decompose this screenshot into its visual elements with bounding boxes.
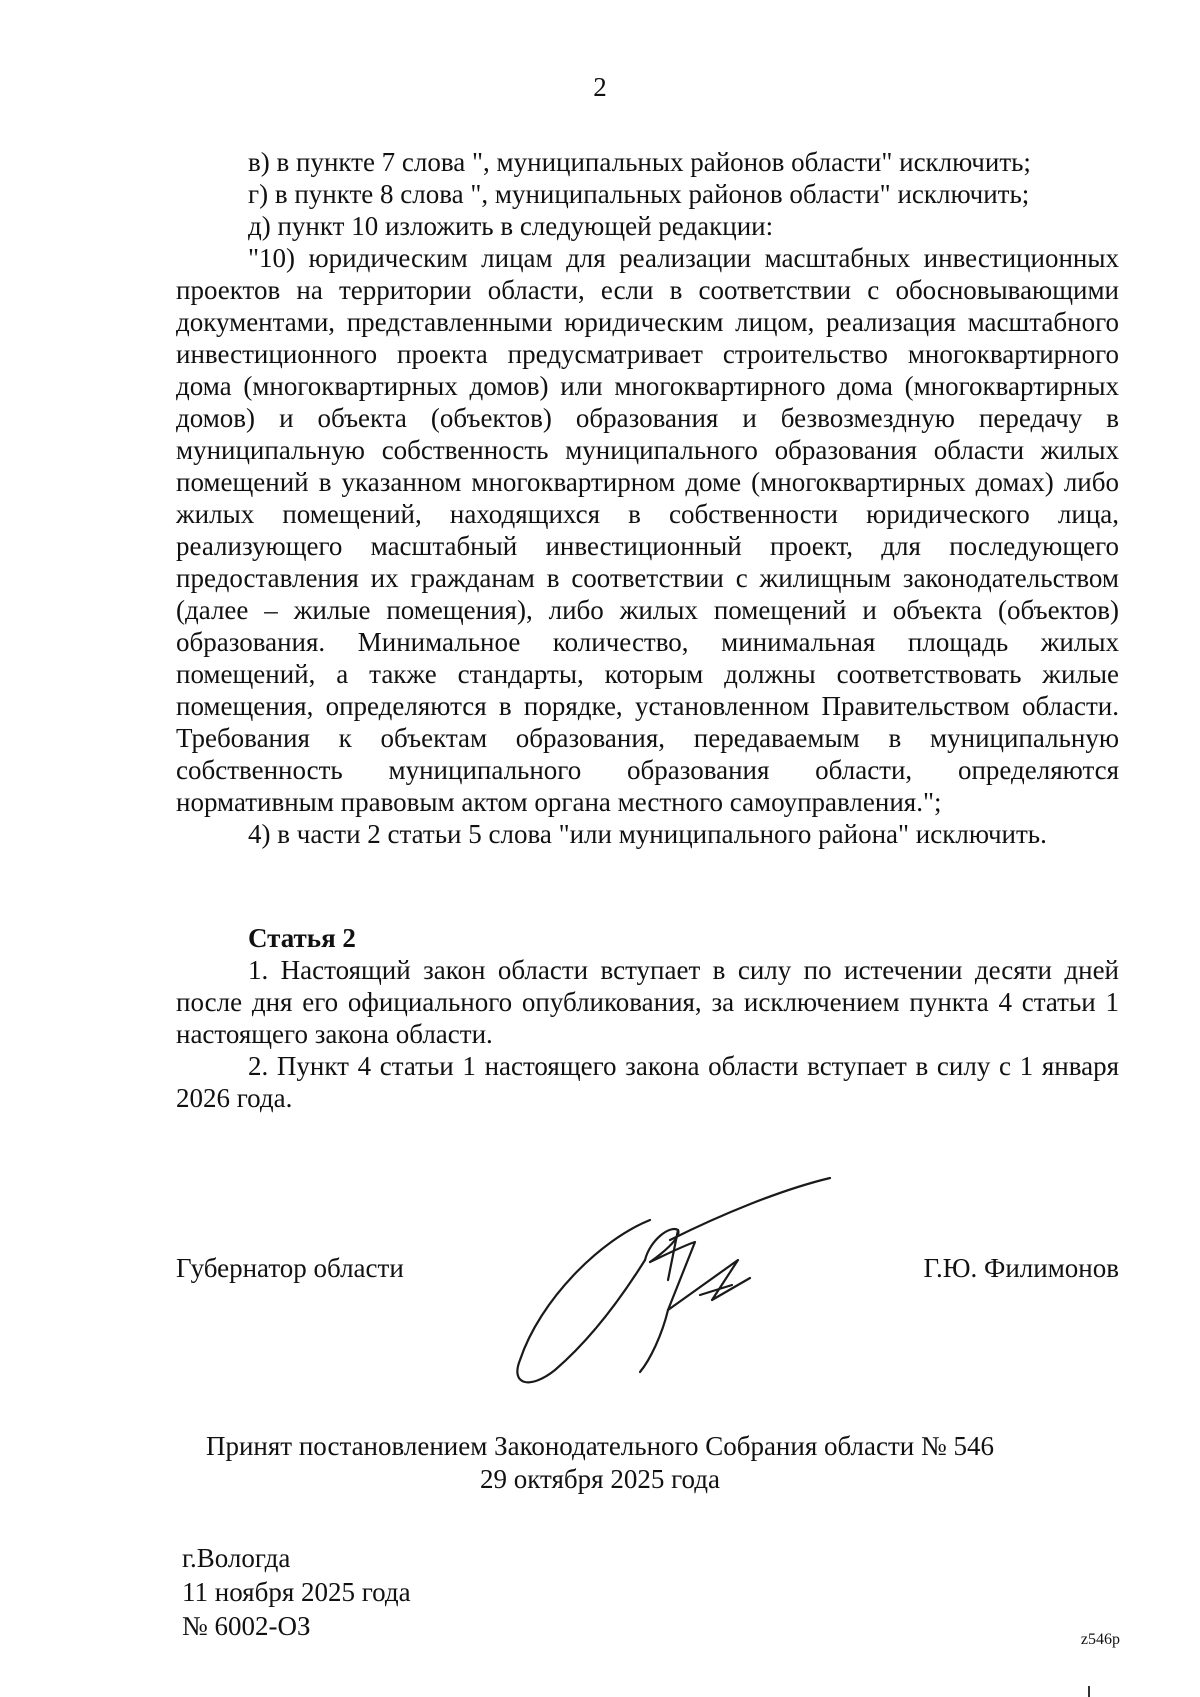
page-number: 2 xyxy=(593,72,607,102)
footer-city: г.Вологда xyxy=(182,1543,291,1573)
footer-law-number: № 6002-ОЗ xyxy=(182,1611,311,1641)
law-footer xyxy=(182,1541,411,1643)
footer-date: 11 ноября 2025 года xyxy=(182,1577,411,1607)
amendment-item-4: 4) в части 2 статьи 5 слова "или муниципального района" исключить. xyxy=(248,819,1047,849)
amendment-item-g: г) в пункте 8 слова ", муниципальных районов области" исключить; xyxy=(248,179,1030,209)
document-code: z546p xyxy=(1080,1631,1120,1648)
amendment-item-d: д) пункт 10 изложить в следующей редакции: xyxy=(248,211,774,241)
signer-name: Г.Ю. Филимонов xyxy=(923,1253,1119,1283)
handwritten-signature xyxy=(500,1160,850,1390)
adoption-note xyxy=(0,1430,1200,1496)
adoption-line-1: Принят постановлением Законодательного Собрания области № 546 xyxy=(205,1431,995,1461)
article-2-paragraph-2: 2. Пункт 4 статьи 1 настоящего закона области вступает в силу с 1 января 2026 года. xyxy=(176,1051,1119,1113)
amendment-item-v: в) в пункте 7 слова ", муниципальных районов области" исключить; xyxy=(248,147,1031,177)
adoption-line-2: 29 октября 2025 года xyxy=(480,1464,720,1494)
scan-mark xyxy=(1088,1686,1090,1697)
article-2-paragraph-1: 1. Настоящий закон области вступает в силу по истечении десяти дней после дня его официального опубликования, за исключением пункта 4 статьи 1 настоящего закона области. xyxy=(176,955,1119,1049)
article-2-section xyxy=(176,922,1119,1114)
amendment-point-10: "10) юридическим лицам для реализации масштабных инвестиционных проектов на территории области, если в соответствии с обосновывающими документами, представленными юридическим лицом, реализация масштабного инвестиционного проекта предусматривает строительство многоквартирного дома (многоквартирных домов) или многоквартирного дома (многоквартирных домов) и объекта (объектов) образования и безвозмездную передачу в муниципальную собственность муниципального образования области жилых помещений в указанном многоквартирном доме (многоквартирных домах) либо жилых помещений, находящихся в собственности юридического лица, реализующего масштабный инвестиционный проект, для последующего предоставления их гражданам в соответствии с жилищным законодательством (далее – жилые помещения), либо жилых помещений и объекта (объектов) образования. Минимальное количество, минимальная площадь жилых помещений, а также стандарты, которым должны соответствовать жилые помещения, определяются в порядке, установленном Правительством области. Требования к объектам образования, передаваемым в муниципальную собственность муниципального образования области, определяются нормативным правовым актом органа местного самоуправления."; xyxy=(176,243,1119,817)
signer-title: Губернатор области xyxy=(176,1253,404,1283)
article-2-heading: Статья 2 xyxy=(248,923,356,953)
amendments-section xyxy=(176,146,1119,850)
